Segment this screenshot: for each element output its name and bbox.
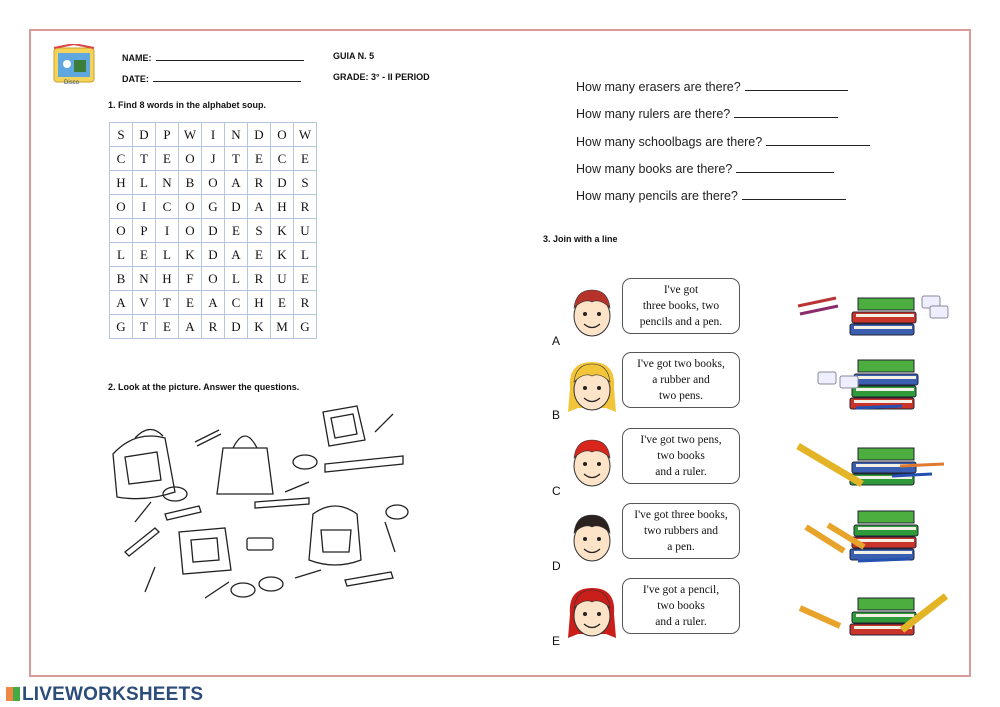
pencil-icon	[205, 582, 229, 598]
speech-line: I've got	[663, 284, 699, 296]
soup-cell[interactable]: S	[294, 171, 317, 195]
soup-cell[interactable]: V	[133, 291, 156, 315]
soup-cell[interactable]: C	[156, 195, 179, 219]
speech-bubble	[622, 503, 740, 559]
question-text: How many erasers are there?	[576, 80, 741, 94]
soup-cell[interactable]: E	[294, 267, 317, 291]
speech-line: two books	[657, 600, 705, 612]
speech-line: I've got two pens,	[640, 434, 722, 446]
child-letter: B	[552, 408, 561, 422]
soup-row	[110, 219, 317, 243]
soup-cell[interactable]: H	[248, 291, 271, 315]
backpack-icon	[309, 506, 361, 565]
school-logo	[52, 44, 96, 88]
speech-line: I've got three books,	[634, 509, 728, 521]
speech-line: and a ruler.	[655, 466, 707, 478]
ruler-icon	[125, 528, 159, 556]
speech-line: I've got two books,	[637, 358, 725, 370]
soup-cell[interactable]: O	[179, 147, 202, 171]
soup-cell[interactable]: U	[271, 267, 294, 291]
soup-cell[interactable]: D	[225, 195, 248, 219]
name-label: NAME:	[122, 53, 152, 63]
child-letter: A	[552, 334, 561, 348]
soup-cell[interactable]: G	[294, 315, 317, 339]
eraser-icon	[247, 538, 273, 550]
pencil-icon	[135, 502, 151, 522]
answer-line[interactable]	[766, 135, 870, 146]
soup-cell[interactable]: O	[202, 267, 225, 291]
soup-cell[interactable]: N	[225, 123, 248, 147]
question-text: How many books are there?	[576, 162, 733, 176]
soup-row	[110, 267, 317, 291]
speech-line: a rubber and	[652, 374, 710, 386]
grade-label: GRADE: 3° - II PERIOD	[333, 72, 430, 82]
question-item	[576, 80, 848, 94]
pencil-icon	[385, 522, 395, 552]
eraser-icon	[259, 577, 283, 591]
ruler-icon	[165, 506, 201, 520]
soup-cell[interactable]: A	[202, 291, 225, 315]
school-items-illustration	[95, 402, 425, 612]
name-field[interactable]	[122, 51, 304, 63]
ruler-icon	[325, 456, 403, 472]
soup-cell[interactable]: O	[179, 219, 202, 243]
soup-cell[interactable]: H	[271, 195, 294, 219]
soup-cell[interactable]: B	[179, 171, 202, 195]
child-face-icon	[562, 434, 622, 494]
soup-cell[interactable]: A	[110, 291, 133, 315]
answer-line[interactable]	[734, 107, 838, 118]
soup-row	[110, 147, 317, 171]
ruler-icon	[255, 498, 309, 508]
eraser-icon	[293, 455, 317, 469]
child-letter: E	[552, 634, 561, 648]
soup-row	[110, 315, 317, 339]
soup-cell[interactable]: R	[248, 267, 271, 291]
soup-row	[110, 291, 317, 315]
date-label: DATE:	[122, 74, 149, 84]
soup-cell[interactable]: A	[225, 171, 248, 195]
soup-row	[110, 171, 317, 195]
soup-cell[interactable]: R	[294, 195, 317, 219]
soup-cell[interactable]: E	[156, 315, 179, 339]
soup-cell[interactable]: E	[156, 147, 179, 171]
pencil-icon	[295, 570, 321, 578]
soup-cell[interactable]: T	[133, 147, 156, 171]
q2-title: 2. Look at the picture. Answer the questions.	[108, 382, 300, 392]
school-items-group[interactable]	[792, 350, 952, 416]
soup-row	[110, 243, 317, 267]
liveworksheets-logo	[6, 684, 203, 706]
soup-cell[interactable]: W	[179, 123, 202, 147]
child-face-icon	[562, 284, 622, 344]
soup-cell[interactable]: L	[225, 267, 248, 291]
guide-number: GUIA N. 5	[333, 51, 375, 61]
soup-cell[interactable]: L	[294, 243, 317, 267]
soup-cell[interactable]: K	[248, 315, 271, 339]
speech-bubble	[622, 352, 740, 408]
speech-bubble	[622, 278, 740, 334]
soup-cell[interactable]: W	[294, 123, 317, 147]
soup-cell[interactable]: F	[179, 267, 202, 291]
school-items-group[interactable]	[792, 426, 952, 492]
soup-cell[interactable]: K	[271, 219, 294, 243]
name-line[interactable]	[156, 51, 304, 61]
soup-cell[interactable]: O	[202, 171, 225, 195]
soup-cell[interactable]: M	[271, 315, 294, 339]
q1-title: 1. Find 8 words in the alphabet soup.	[108, 100, 267, 110]
soup-cell[interactable]: D	[248, 123, 271, 147]
soup-cell[interactable]: T	[225, 147, 248, 171]
soup-cell[interactable]: N	[156, 171, 179, 195]
soup-cell[interactable]: A	[248, 195, 271, 219]
soup-cell[interactable]: L	[133, 171, 156, 195]
pencil-icon	[195, 430, 221, 446]
date-field[interactable]	[122, 72, 301, 84]
soup-cell[interactable]: I	[156, 219, 179, 243]
answer-line[interactable]	[745, 80, 848, 91]
book-icon	[179, 528, 231, 574]
speech-line: and a ruler.	[655, 616, 707, 628]
child-face-icon	[562, 584, 622, 644]
soup-cell[interactable]: D	[133, 123, 156, 147]
soup-cell[interactable]: K	[271, 243, 294, 267]
soup-cell[interactable]: E	[133, 243, 156, 267]
soup-cell[interactable]: O	[179, 195, 202, 219]
soup-cell[interactable]: I	[133, 195, 156, 219]
alphabet-soup-grid[interactable]	[109, 122, 317, 339]
soup-cell[interactable]: C	[110, 147, 133, 171]
soup-cell[interactable]: C	[225, 291, 248, 315]
speech-bubble	[622, 578, 740, 634]
question-item	[576, 189, 846, 203]
soup-cell[interactable]: C	[271, 147, 294, 171]
speech-line: I've got a pencil,	[642, 584, 720, 596]
ruler-icon	[345, 572, 393, 586]
handbag-icon	[217, 436, 273, 494]
soup-cell[interactable]: D	[202, 219, 225, 243]
answer-line[interactable]	[742, 189, 846, 200]
soup-cell[interactable]: I	[202, 123, 225, 147]
child-letter: D	[552, 559, 561, 573]
soup-row	[110, 195, 317, 219]
question-text: How many rulers are there?	[576, 107, 731, 121]
pencil-icon	[375, 414, 393, 432]
soup-cell[interactable]: H	[110, 171, 133, 195]
soup-row	[110, 123, 317, 147]
soup-cell[interactable]: D	[202, 243, 225, 267]
question-item	[576, 107, 838, 121]
soup-cell[interactable]: S	[248, 219, 271, 243]
soup-cell[interactable]: E	[248, 147, 271, 171]
soup-cell[interactable]: U	[294, 219, 317, 243]
soup-cell[interactable]: O	[110, 219, 133, 243]
date-line[interactable]	[153, 72, 301, 82]
school-items-group[interactable]	[792, 501, 952, 567]
soup-cell[interactable]: A	[179, 315, 202, 339]
answer-line[interactable]	[736, 162, 834, 173]
soup-cell[interactable]: O	[271, 123, 294, 147]
school-items-group[interactable]	[792, 276, 952, 342]
question-item	[576, 135, 870, 149]
soup-cell[interactable]: S	[110, 123, 133, 147]
logo-text: Disco	[64, 80, 80, 86]
soup-cell[interactable]: D	[271, 171, 294, 195]
speech-line: pencils and a pen.	[639, 316, 723, 328]
pencil-icon	[285, 482, 309, 492]
soup-cell[interactable]: E	[271, 291, 294, 315]
soup-cell[interactable]: E	[294, 147, 317, 171]
soup-cell[interactable]: R	[294, 291, 317, 315]
soup-cell[interactable]: P	[133, 219, 156, 243]
schoolbag-icon	[113, 429, 175, 498]
soup-cell[interactable]: K	[179, 243, 202, 267]
soup-cell[interactable]: A	[225, 243, 248, 267]
book-icon	[323, 406, 365, 446]
soup-cell[interactable]: B	[110, 267, 133, 291]
eraser-icon	[231, 583, 255, 597]
pencil-icon	[145, 567, 155, 592]
soup-cell[interactable]: T	[156, 291, 179, 315]
soup-cell[interactable]: G	[202, 195, 225, 219]
speech-line: two books	[657, 450, 705, 462]
question-text: How many schoolbags are there?	[576, 135, 763, 149]
q3-title: 3. Join with a line	[543, 234, 618, 244]
soup-cell[interactable]: R	[202, 315, 225, 339]
brand-text: LIVEWORKSHEETS	[22, 684, 204, 705]
soup-cell[interactable]: D	[225, 315, 248, 339]
speech-line: three books, two	[642, 300, 720, 312]
soup-cell[interactable]: N	[133, 267, 156, 291]
soup-cell[interactable]: E	[248, 243, 271, 267]
soup-cell[interactable]: T	[133, 315, 156, 339]
soup-cell[interactable]: E	[179, 291, 202, 315]
soup-cell[interactable]: L	[110, 243, 133, 267]
soup-cell[interactable]: G	[110, 315, 133, 339]
speech-line: two rubbers and	[643, 525, 719, 537]
school-items-group[interactable]	[792, 576, 952, 642]
speech-line: two pens.	[658, 390, 704, 402]
child-letter: C	[552, 484, 561, 498]
child-face-icon	[562, 509, 622, 569]
child-face-icon	[562, 358, 622, 418]
eraser-icon	[386, 505, 408, 519]
speech-line: a pen.	[667, 541, 695, 553]
question-item	[576, 162, 834, 176]
soup-cell[interactable]: H	[156, 267, 179, 291]
question-text: How many pencils are there?	[576, 189, 738, 203]
soup-cell[interactable]: E	[225, 219, 248, 243]
soup-cell[interactable]: O	[110, 195, 133, 219]
soup-cell[interactable]: P	[156, 123, 179, 147]
speech-bubble	[622, 428, 740, 484]
soup-cell[interactable]: J	[202, 147, 225, 171]
soup-cell[interactable]: L	[156, 243, 179, 267]
brand-icon	[6, 687, 20, 701]
soup-cell[interactable]: R	[248, 171, 271, 195]
